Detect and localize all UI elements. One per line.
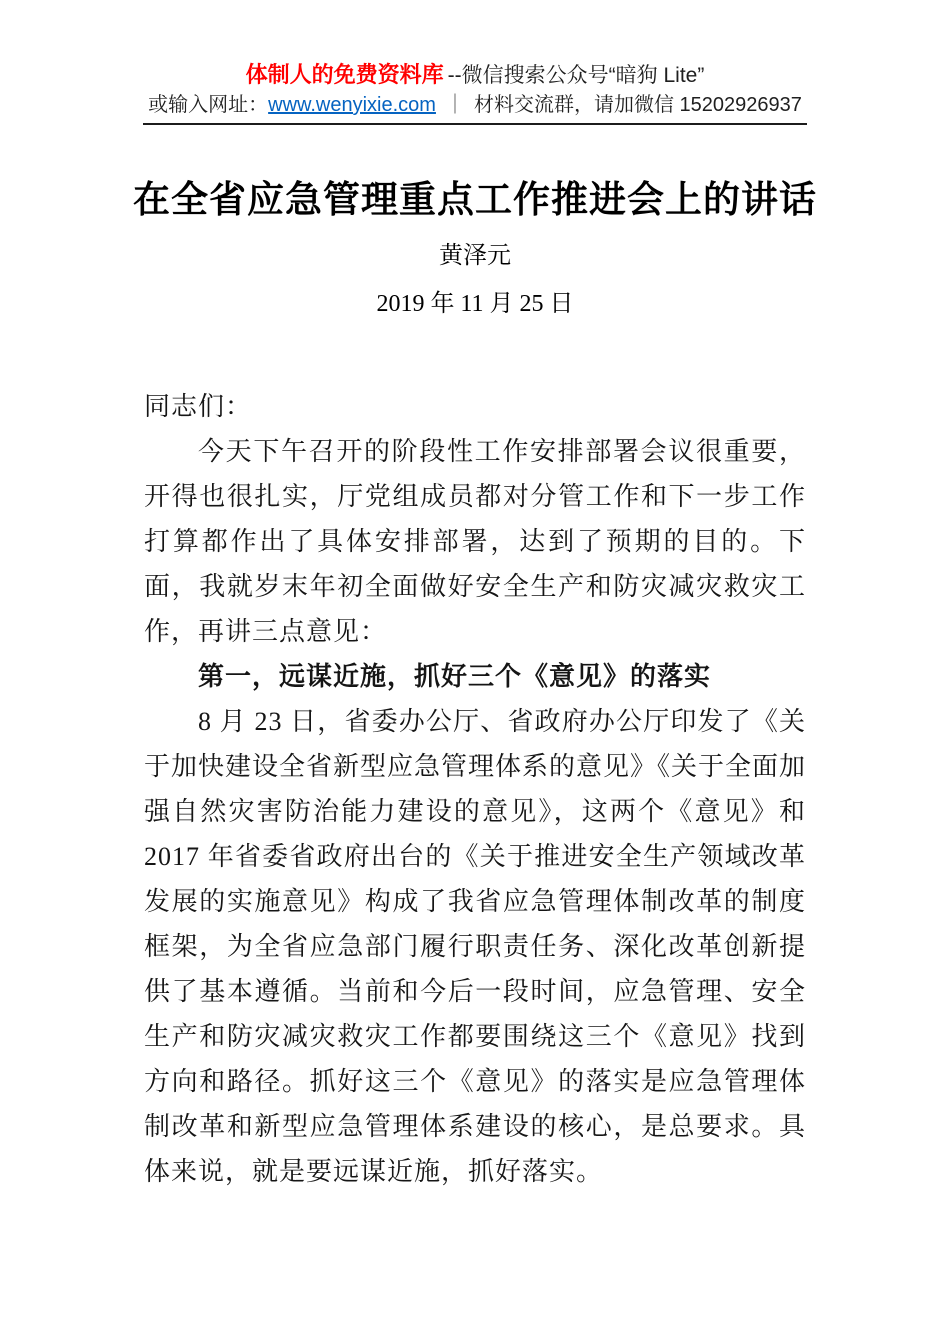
document-main xyxy=(0,179,950,1194)
banner-contact-text: 材料交流群，请加微信 15202926937 xyxy=(473,94,802,116)
document-title: 在全省应急管理重点工作推进会上的讲话 xyxy=(133,180,817,221)
document-author: 黄泽元 xyxy=(439,243,511,269)
document-content xyxy=(144,384,806,1194)
salutation-paragraph: 同志们： xyxy=(144,392,253,421)
banner-line-2 xyxy=(143,93,807,117)
body-paragraph: 8 月 23 日，省委办公厅、省政府办公厅印发了《关于加快建设全省新型应急管理体系的意见》《关于全面加强自然灾害防治能力建设的意见》，这两个《意见》和 2017 年省委省政府出台的《关于推进安全生产领域改革发展的实施意见》构成了我省应急管理体制改革的制度框架，为全省应急部门履行职责任务、深化改革创新提供了基本遵循。当前和今后一段时间，应急管理、安全生产和防灾减灾救灾工作都要围绕这三个《意见》找到方向和路径。抓好这三个《意见》的落实是应急管理体制改革和新型应急管理体系建设的核心，是总要求。具体来说，就是要远谋近施，抓好落实。 xyxy=(144,707,807,1186)
banner-url-link[interactable]: www.wenyixie.com xyxy=(268,94,436,116)
section-heading: 第一，远谋近施，抓好三个《意见》的落实 xyxy=(198,661,712,691)
document-date: 2019 年 11 月 25 日 xyxy=(376,291,574,317)
banner-brand-text: 体制人的免费资料库 xyxy=(245,62,444,87)
banner-line-1 xyxy=(143,62,807,89)
body-paragraph: 今天下午召开的阶段性工作安排部署会议很重要，开得也很扎实，厅党组成员都对分管工作和下一步工作打算都作出了具体安排部署，达到了预期的目的。下面，我就岁末年初全面做好安全生产和防灾减灾救灾工作，再讲三点意见： xyxy=(144,437,806,646)
promo-banner xyxy=(143,0,807,125)
banner-url-prefix: 或输入网址： xyxy=(148,94,269,116)
banner-tagline: --微信搜索公众号“暗狗 Lite” xyxy=(447,64,705,87)
banner-separator: ｜ xyxy=(444,94,465,116)
